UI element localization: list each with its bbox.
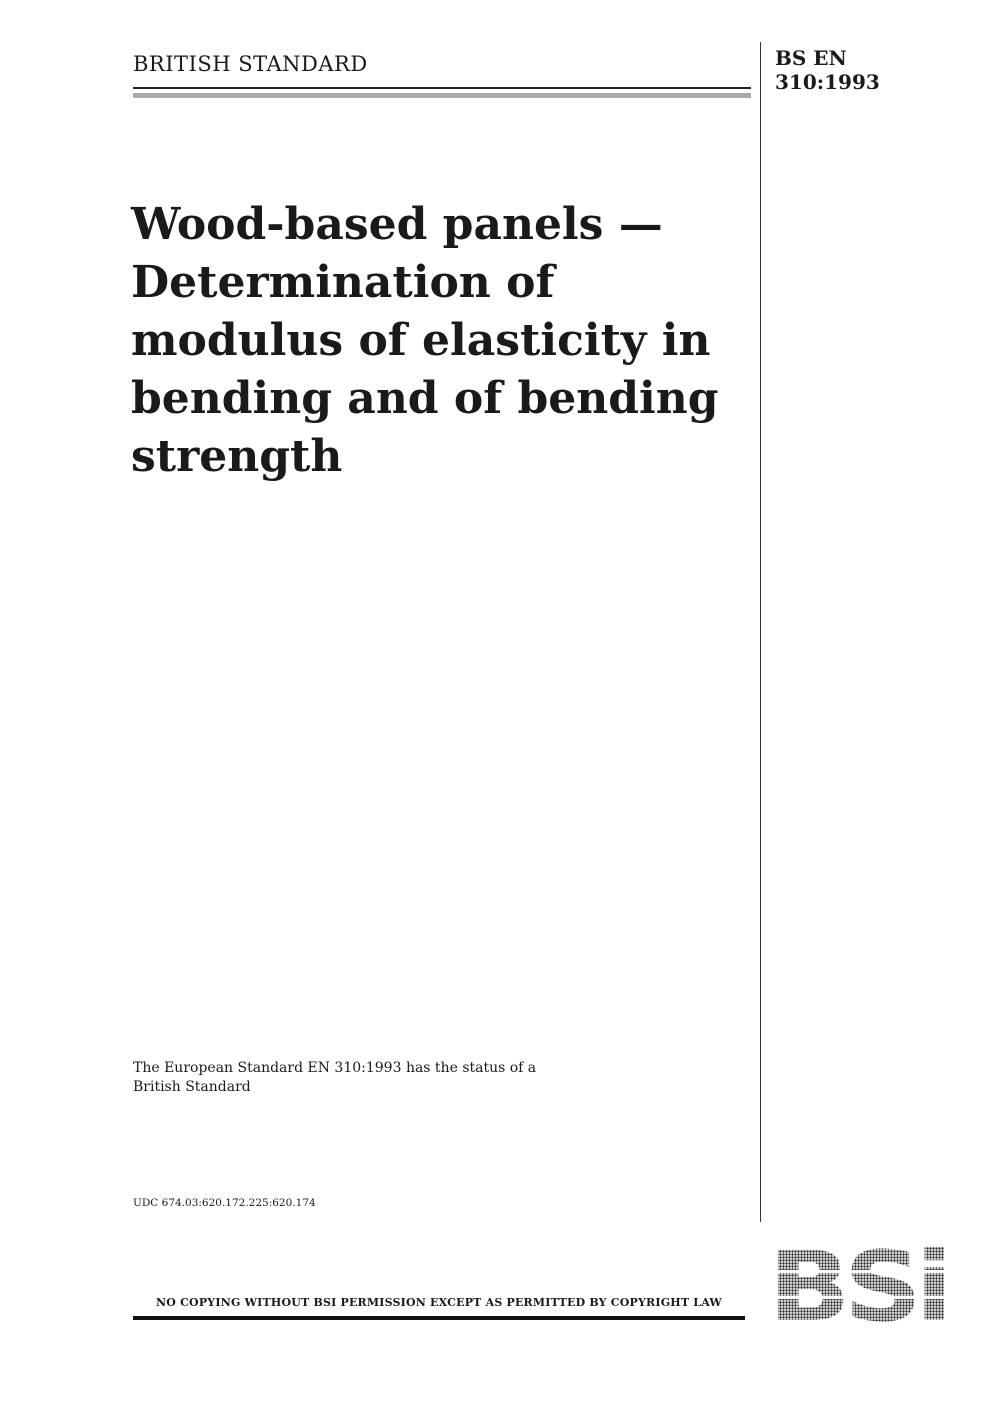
standard-number-code: 310:1993 [775, 70, 880, 94]
header-rule-gray [133, 93, 751, 98]
status-note [133, 1059, 603, 1097]
copyright-notice: NO COPYING WITHOUT BSI PERMISSION EXCEPT AS PERMITTED BY COPYRIGHT LAW [156, 1296, 722, 1309]
status-note-line: The European Standard EN 310:1993 has the status of a [133, 1060, 537, 1076]
title-line: bending and of bending [131, 373, 719, 424]
status-note-line: British Standard [133, 1079, 251, 1095]
standard-number-prefix: BS EN [775, 46, 847, 70]
vertical-divider [760, 42, 761, 1222]
standard-number [775, 46, 915, 94]
document-title [131, 196, 751, 486]
title-line: modulus of elasticity in [131, 315, 711, 366]
udc-code: UDC 674.03:620.172.225:620.174 [133, 1197, 316, 1209]
header-rule [133, 87, 751, 89]
series-label: BRITISH STANDARD [133, 52, 368, 76]
footer-rule [133, 1316, 745, 1320]
title-line: Determination of [131, 257, 555, 308]
title-line: strength [131, 431, 343, 482]
bsi-logo [770, 1244, 945, 1324]
title-line: Wood-based panels — [131, 199, 663, 250]
